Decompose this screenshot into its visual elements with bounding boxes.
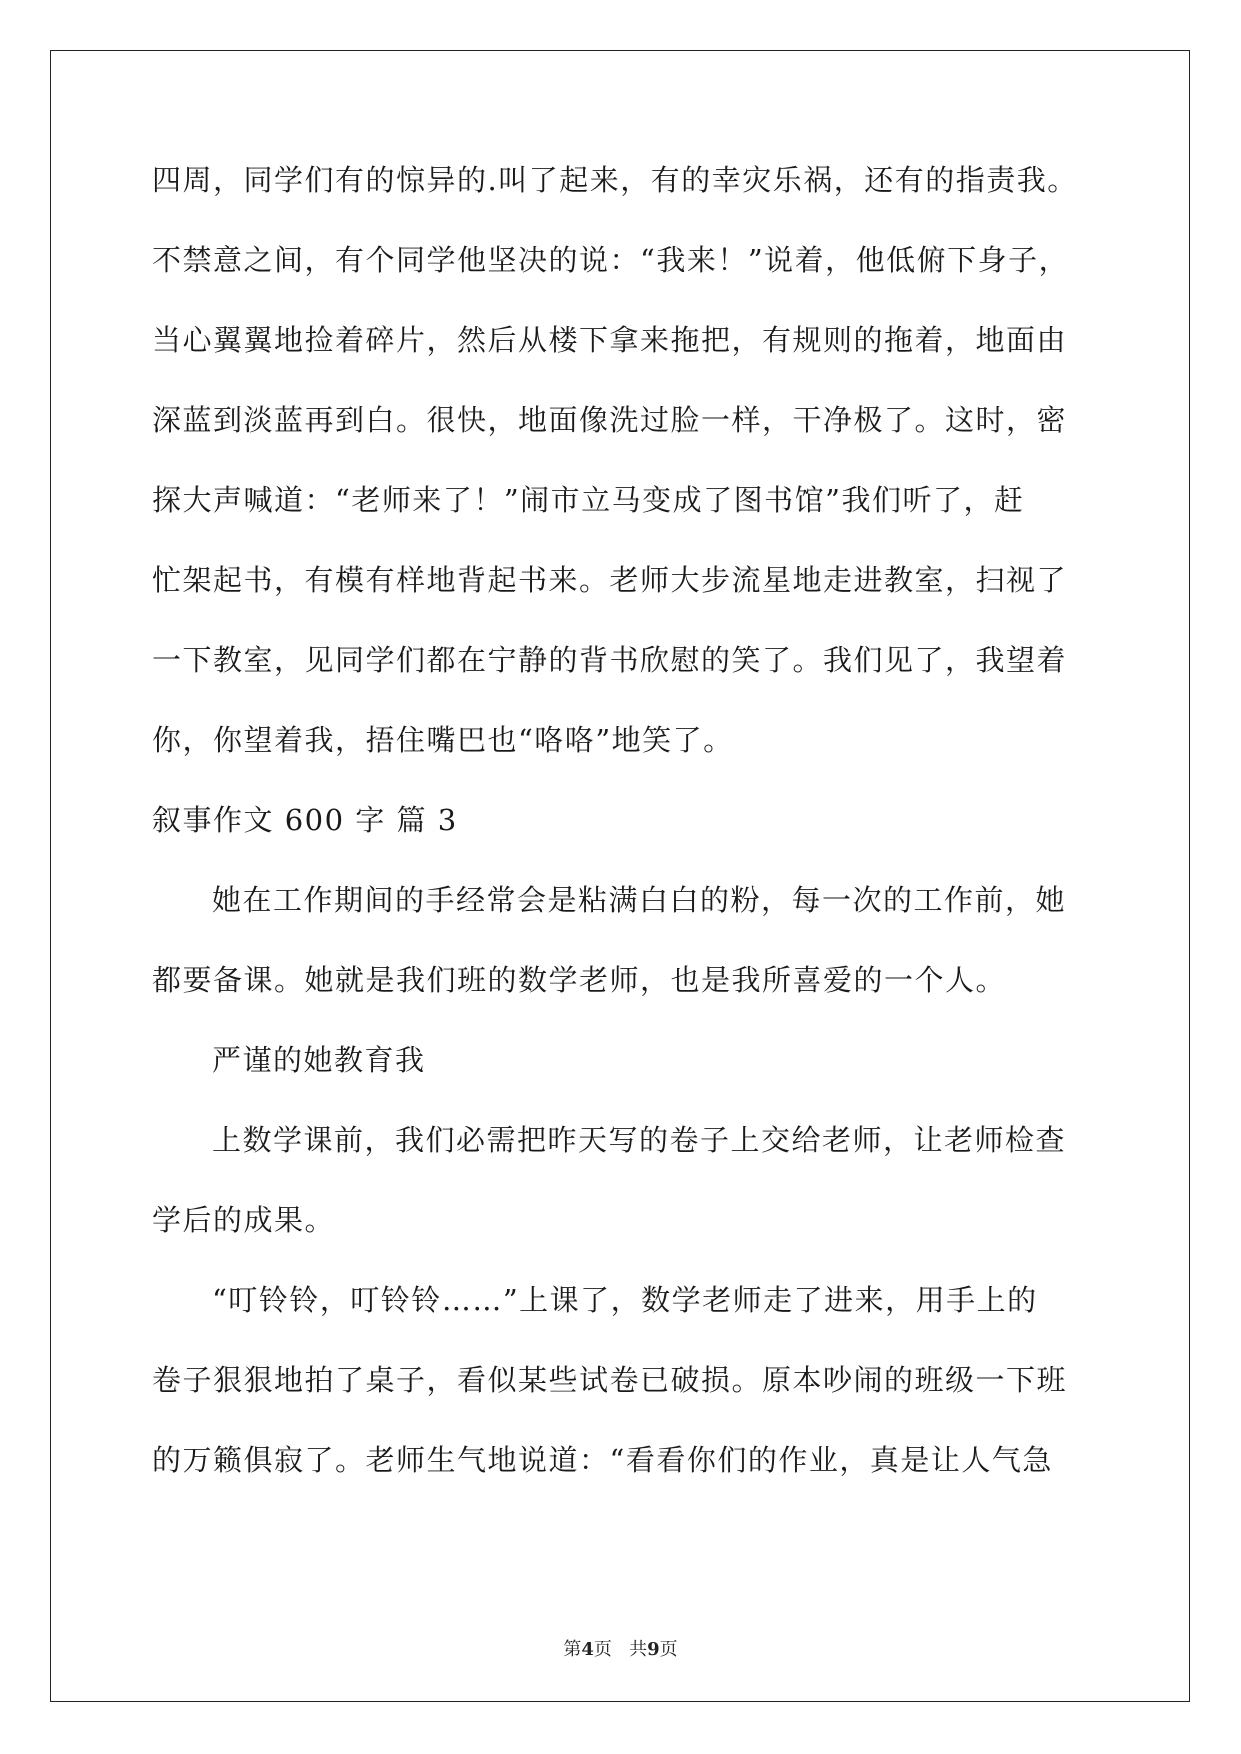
- document-body: [152, 160, 1092, 1520]
- text-line: 深蓝到淡蓝再到白。很快，地面像洗过脸一样，干净极了。这时，密: [152, 403, 1068, 437]
- page-prefix: 第: [563, 1639, 582, 1660]
- text-line: 忙架起书，有模有样地背起书来。老师大步流星地走进教室，扫视了: [152, 563, 1068, 597]
- text-line: 的万籁俱寂了。老师生气地说道：“看看你们的作业，真是让人气急: [152, 1443, 1053, 1477]
- text-line: 卷子狠狠地拍了桌子，看似某些试卷已破损。原本吵闹的班级一下班: [152, 1363, 1068, 1397]
- current-page-number: 4: [581, 1639, 594, 1660]
- text-line: 上数学课前，我们必需把昨天写的卷子上交给老师，让老师检查: [212, 1123, 1067, 1157]
- total-suffix: 页: [659, 1639, 678, 1660]
- text-line: 不禁意之间，有个同学他坚决的说：“我来！”说着，他低俯下身子，: [152, 243, 1070, 277]
- text-line: 一下教室，见同学们都在宁静的背书欣慰的笑了。我们见了，我望着: [152, 643, 1068, 677]
- text-line: 你，你望着我，捂住嘴巴也“咯咯”地笑了。: [152, 723, 734, 757]
- text-line: “叮铃铃，叮铃铃……”上课了，数学老师走了进来，用手上的: [212, 1283, 1038, 1317]
- section-heading: 叙事作文 600 字 篇 3: [152, 803, 458, 837]
- total-prefix: 共: [629, 1639, 648, 1660]
- text-line: 当心翼翼地捡着碎片，然后从楼下拿来拖把，有规则的拖着，地面由: [152, 323, 1068, 357]
- page-suffix: 页: [593, 1639, 612, 1660]
- text-line: 四周，同学们有的惊异的.叫了起来，有的幸灾乐祸，还有的指责我。: [152, 163, 1078, 197]
- page-footer: [0, 1635, 1241, 1661]
- text-line: 她在工作期间的手经常会是粘满白白的粉，每一次的工作前，她: [212, 883, 1067, 917]
- text-line: 探大声喊道：“老师来了！”闹市立马变成了图书馆”我们听了，赶: [152, 483, 1025, 517]
- subheading-line: 严谨的她教育我: [212, 1043, 426, 1077]
- text-line: 学后的成果。: [152, 1203, 336, 1237]
- total-page-count: 9: [647, 1639, 660, 1660]
- text-line: 都要备课。她就是我们班的数学老师，也是我所喜爱的一个人。: [152, 963, 1007, 997]
